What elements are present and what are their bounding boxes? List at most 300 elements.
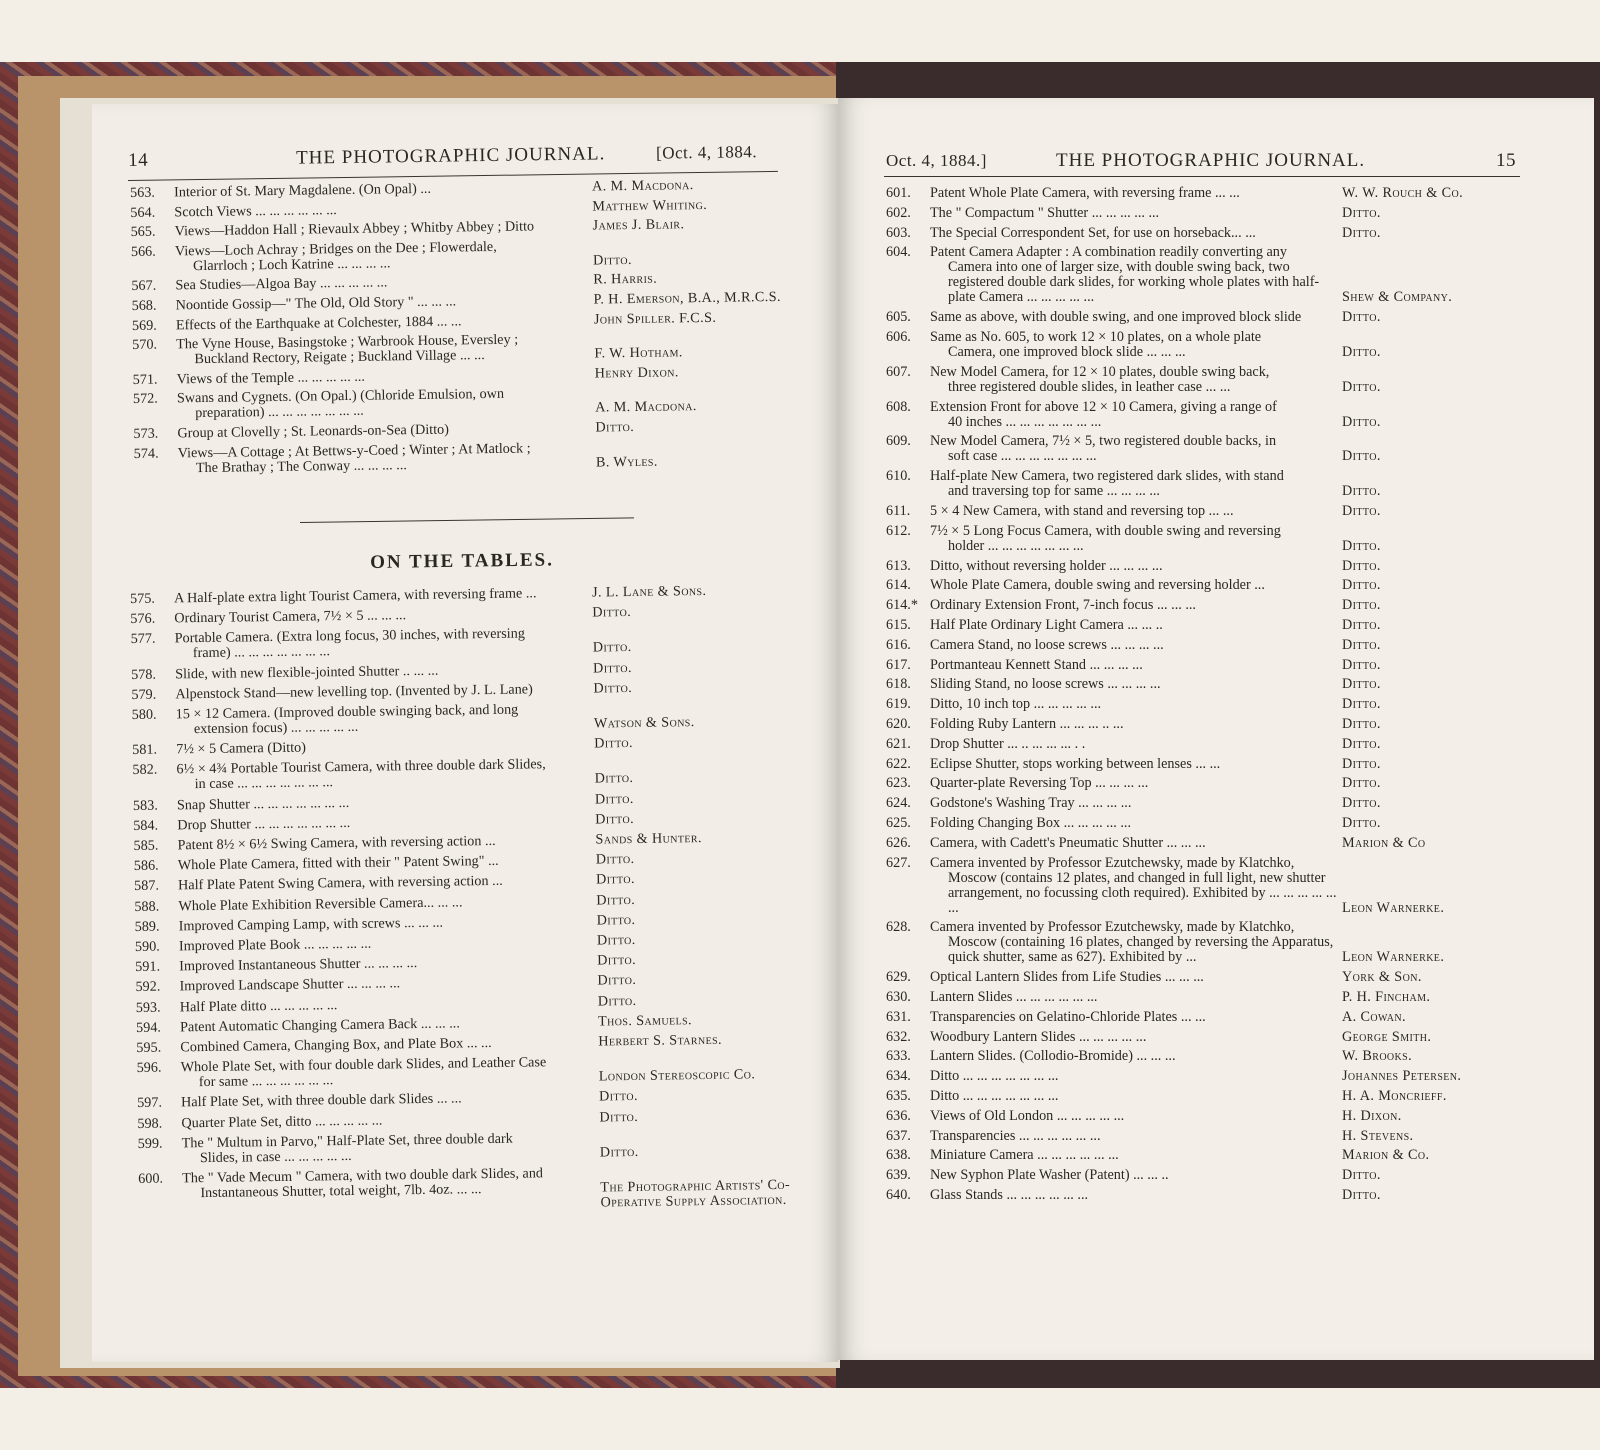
entry-description-text: 15 × 12 Camera. (Improved double swinging back, and long xyxy=(175,701,519,723)
entry-number: 634. xyxy=(886,1068,911,1085)
entry-description-text: Camera Stand, no loose screws ... ... ... ... xyxy=(930,636,1164,653)
entry-description xyxy=(930,1168,1342,1183)
entry-number: 630. xyxy=(886,989,911,1005)
entry-number: 574. xyxy=(133,445,159,462)
entry-description xyxy=(930,717,1342,732)
left-date: [Oct. 4, 1884. xyxy=(655,142,758,163)
entry-exhibitor: Shew & Company. xyxy=(1342,289,1453,306)
entry-number: 569. xyxy=(131,317,157,334)
entry-exhibitor: The Photographic Artists' Co-Operative Supply Association. xyxy=(600,1176,791,1211)
entry-exhibitor: Ditto. xyxy=(593,679,633,697)
entry-exhibitor: Ditto. xyxy=(596,891,636,909)
entry-description-text: Portable Camera. (Extra long focus, 30 inches, with reversing xyxy=(174,625,526,647)
left-page-number: 14 xyxy=(128,149,149,171)
entry-number: 632. xyxy=(886,1028,911,1045)
entry-number: 606. xyxy=(886,329,911,345)
entry-description-text: Camera invented by Professor Ezutchewsky, made by Klatchko, xyxy=(930,854,1295,871)
entry-description-text: Ordinary Tourist Camera, 7½ × 5 ... ... ... xyxy=(174,607,407,627)
entry-number: 633. xyxy=(886,1048,911,1065)
entry-exhibitor: John Spiller. F.C.S. xyxy=(593,309,717,328)
entry-description-continued: in case ... ... ... ... ... ... ... xyxy=(194,774,334,793)
entry-exhibitor: Ditto. xyxy=(1342,378,1381,395)
entry-exhibitor: Ditto. xyxy=(1342,503,1381,519)
entry-exhibitor: Ditto. xyxy=(1342,597,1381,614)
entry-exhibitor: A. M. Macdona. xyxy=(591,177,694,195)
entry-description-text: Alpenstock Stand—new levelling top. (Invented by J. L. Lane) xyxy=(175,681,533,703)
entry-description xyxy=(930,434,1342,464)
entry-exhibitor: Ditto. xyxy=(596,931,636,949)
entry-exhibitor: Ditto. xyxy=(1342,696,1381,713)
entry-description-continued: and traversing top for same ... ... ... ... xyxy=(948,483,1160,500)
entry-description xyxy=(181,1055,601,1091)
entry-exhibitor: Ditto. xyxy=(1342,617,1381,633)
entry-description-text: 7½ × 5 Camera (Ditto) xyxy=(176,739,307,758)
entry-description-text: Improved Camping Lamp, with screws ... ... ... xyxy=(178,914,444,935)
entry-number: 590. xyxy=(134,938,160,955)
entry-description-text: Views—A Cottage ; At Bettws-y-Coed ; Winter ; At Matlock ; xyxy=(177,440,531,461)
entry-exhibitor: Ditto. xyxy=(592,659,632,677)
entry-description-text: Optical Lantern Slides from Life Studies ... ... ... xyxy=(930,969,1204,986)
entry-number: 584. xyxy=(133,817,159,834)
entry-description-continued: extension focus) ... ... ... ... ... xyxy=(193,718,359,738)
entry-number: 614.* xyxy=(886,597,918,614)
entry-description xyxy=(930,796,1342,811)
entry-description-text: Folding Ruby Lantern ... ... ... .. ... xyxy=(930,716,1124,732)
entry-exhibitor: York & Son. xyxy=(1342,969,1422,986)
entry-description-text: Eclipse Shutter, stops working between lenses ... ... xyxy=(930,755,1221,772)
entry-description-text: New Syphon Plate Washer (Patent) ... ... .. xyxy=(930,1167,1169,1184)
entry-exhibitor: Marion & Co. xyxy=(1342,1147,1430,1164)
entry-description-continued: Camera, one improved block slide ... ... ... xyxy=(948,344,1186,360)
entry-description-continued: Glarrloch ; Loch Katrine ... ... ... ... xyxy=(193,255,391,274)
entry-exhibitor: Ditto. xyxy=(1342,676,1381,693)
entry-description-text: Glass Stands ... ... ... ... ... ... xyxy=(930,1187,1089,1203)
entry-exhibitor: Ditto. xyxy=(599,1108,639,1126)
entry-description xyxy=(182,1165,602,1201)
entry-description xyxy=(930,469,1342,499)
entry-description xyxy=(930,658,1342,673)
entry-description xyxy=(930,677,1342,692)
entry-exhibitor: Leon Warnerke. xyxy=(1342,949,1445,966)
entry-exhibitor: Ditto. xyxy=(594,770,634,787)
entry-description-text: 7½ × 5 Long Focus Camera, with double swing and reversing xyxy=(930,522,1281,539)
entry-number: 622. xyxy=(886,755,911,772)
entry-description-text: Transparencies ... ... ... ... ... ... xyxy=(930,1127,1101,1144)
entry-exhibitor: Ditto. xyxy=(1342,557,1381,574)
entry-number: 618. xyxy=(886,676,911,693)
entry-exhibitor: Ditto. xyxy=(1342,224,1381,241)
entry-number: 609. xyxy=(886,433,911,450)
entry-description-text: Same as No. 605, to work 12 × 10 plates, on a whole plate xyxy=(930,329,1262,345)
entry-number: 605. xyxy=(886,309,911,326)
entry-description-text: Sliding Stand, no loose screws ... ... ... ... xyxy=(930,676,1161,693)
entry-description xyxy=(930,920,1342,965)
entry-exhibitor: Matthew Whiting. xyxy=(592,196,708,215)
entry-exhibitor: Ditto. xyxy=(1342,577,1381,594)
entry-description-text: Portmanteau Kennett Stand ... ... ... ... xyxy=(930,656,1143,673)
entry-description-text: Ditto ... ... ... ... ... ... ... xyxy=(930,1088,1059,1104)
entry-description xyxy=(930,990,1342,1005)
entry-description xyxy=(176,332,596,368)
entry-number: 626. xyxy=(886,834,911,851)
entry-exhibitor: Ditto. xyxy=(1342,344,1381,360)
entry-description-text: Scotch Views ... ... ... ... ... ... xyxy=(174,201,337,220)
entry-description xyxy=(930,816,1342,831)
entry-exhibitor: B. Wyles. xyxy=(595,453,658,471)
entry-description-text: Whole Plate Set, with four double dark Slides, and Leather Case xyxy=(180,1054,547,1076)
entry-number: 583. xyxy=(132,797,158,814)
entry-description xyxy=(175,238,595,274)
entry-number: 628. xyxy=(886,919,911,936)
entry-description xyxy=(176,702,596,738)
entry-description-continued: soft case ... ... ... ... ... ... ... xyxy=(948,448,1097,465)
entry-number: 624. xyxy=(886,795,911,812)
entry-exhibitor: Ditto. xyxy=(1342,755,1381,772)
entry-description xyxy=(930,226,1342,241)
entry-number: 582. xyxy=(132,762,158,779)
entry-number: 614. xyxy=(886,577,911,594)
entry-number: 627. xyxy=(886,854,911,871)
entry-number: 595. xyxy=(136,1039,162,1056)
entry-exhibitor: Ditto. xyxy=(597,992,637,1010)
right-running-head xyxy=(886,150,1526,172)
entry-exhibitor: Ditto. xyxy=(1342,537,1381,554)
entry-number: 623. xyxy=(886,775,911,792)
entry-exhibitor: R. Harris. xyxy=(593,271,658,288)
entry-description xyxy=(930,1030,1342,1045)
entry-exhibitor: Watson & Sons. xyxy=(593,714,695,732)
entry-exhibitor: P. H. Fincham. xyxy=(1342,989,1431,1005)
entry-exhibitor: Marion & Co xyxy=(1342,834,1426,851)
entry-number: 600. xyxy=(138,1170,164,1187)
entry-description-text: Camera, with Cadett's Pneumatic Shutter ... ... ... xyxy=(930,834,1206,851)
entry-exhibitor: Ditto. xyxy=(595,810,635,828)
entry-number: 585. xyxy=(133,837,159,854)
entry-exhibitor: A. M. Macdona. xyxy=(595,398,697,416)
entry-description-text: Half Plate ditto ... ... ... ... ... xyxy=(179,996,338,1015)
entry-number: 613. xyxy=(886,557,911,574)
entry-exhibitor: P. H. Emerson, B.A., M.R.C.S. xyxy=(593,288,782,308)
entry-number: 566. xyxy=(130,243,156,260)
entry-description-text: Combined Camera, Changing Box, and Plate Box ... ... xyxy=(180,1034,492,1056)
entry-number: 617. xyxy=(886,656,911,673)
entry-description-text: Ditto ... ... ... ... ... ... ... xyxy=(930,1068,1059,1085)
entry-description xyxy=(930,310,1342,325)
entry-number: 589. xyxy=(134,918,160,935)
entry-description-text: Ditto, without reversing holder ... ... ... ... xyxy=(930,557,1163,574)
entry-number: 577. xyxy=(130,631,156,648)
entry-exhibitor: George Smith. xyxy=(1342,1028,1432,1045)
entry-description-text: Drop Shutter ... ... ... ... ... ... ... xyxy=(177,814,351,834)
entry-exhibitor: Ditto. xyxy=(594,735,634,752)
entry-number: 565. xyxy=(130,223,156,241)
entry-exhibitor: Ditto. xyxy=(1342,1167,1381,1184)
entry-description-continued: frame) ... ... ... ... ... ... ... xyxy=(192,643,331,662)
entry-exhibitor: Ditto. xyxy=(1342,309,1381,326)
entry-description-text: Half Plate Patent Swing Camera, with reversing action ... xyxy=(177,873,503,894)
entry-exhibitor: A. Cowan. xyxy=(1342,1008,1406,1025)
entry-number: 619. xyxy=(886,696,911,713)
entry-description xyxy=(930,504,1342,519)
entry-description xyxy=(930,1188,1342,1203)
entry-number: 625. xyxy=(886,815,911,831)
entry-description-text: 6½ × 4¾ Portable Tourist Camera, with three double dark Slides, xyxy=(176,756,546,778)
entry-exhibitor: Ditto. xyxy=(595,871,635,888)
entry-number: 635. xyxy=(886,1088,911,1104)
entry-description xyxy=(930,618,1342,633)
entry-number: 621. xyxy=(886,735,911,752)
entry-description xyxy=(930,970,1342,985)
entry-number: 638. xyxy=(886,1147,911,1164)
left-running-title: THE PHOTOGRAPHIC JOURNAL. xyxy=(295,143,606,169)
entry-exhibitor: Leon Warnerke. xyxy=(1342,899,1445,916)
entry-number: 599. xyxy=(137,1135,163,1152)
entry-exhibitor: Johannes Petersen. xyxy=(1342,1068,1462,1085)
entry-number: 596. xyxy=(136,1059,162,1077)
entry-number: 639. xyxy=(886,1167,911,1184)
entry-number: 594. xyxy=(135,1019,162,1036)
section-title: ON THE TABLES. xyxy=(370,549,555,573)
entry-description xyxy=(930,1010,1342,1025)
entry-description-text: Lantern Slides. (Collodio-Bromide) ... ... ... xyxy=(930,1048,1176,1065)
entry-description xyxy=(930,1069,1342,1084)
entry-description-text: Half Plate Ordinary Light Camera ... ... .. xyxy=(930,617,1163,633)
entry-number: 597. xyxy=(137,1094,163,1112)
entry-description-text: Quarter Plate Set, ditto ... ... ... ... ... xyxy=(181,1112,383,1131)
entry-description-text: Ordinary Extension Front, 7-inch focus ... ... ... xyxy=(930,597,1196,614)
entry-exhibitor: Ditto. xyxy=(595,851,635,868)
entry-description xyxy=(930,856,1342,916)
entry-description xyxy=(176,757,596,793)
entry-number: 603. xyxy=(886,224,911,241)
entry-description-continued: Slides, in case ... ... ... ... ... xyxy=(199,1147,352,1166)
entry-description-text: Patent Whole Plate Camera, with reversing frame ... ... xyxy=(930,185,1240,201)
entry-description-text: A Half-plate extra light Tourist Camera, with reversing frame ... xyxy=(173,585,537,607)
entry-number: 616. xyxy=(886,636,911,653)
entry-description xyxy=(930,697,1342,712)
entry-description-text: New Model Camera, 7½ × 5, two registered double backs, in xyxy=(930,433,1277,450)
entry-exhibitor: J. L. Lane & Sons. xyxy=(591,582,707,601)
entry-description xyxy=(177,386,597,422)
entry-description-text: Whole Plate Exhibition Reversible Camera... ... ... xyxy=(178,893,463,914)
entry-description-text: Godstone's Washing Tray ... ... ... ... xyxy=(930,795,1132,812)
entry-description-continued: Moscow (contains 12 plates, and changed in full light, new shutter arrangement, no focussing cloth required). Exhibited by ... ... ... ... ... ... xyxy=(948,869,1337,916)
entry-description-continued: Buckland Rectory, Reigate ; Buckland Village ... ... xyxy=(194,347,485,368)
entry-exhibitor: Ditto. xyxy=(1342,636,1381,653)
entry-number: 581. xyxy=(132,741,158,759)
entry-description xyxy=(182,1130,602,1166)
entry-description-text: Swans and Cygnets. (On Opal.) (Chloride Emulsion, own xyxy=(176,386,505,407)
entry-number: 586. xyxy=(133,857,159,875)
entry-description xyxy=(930,1049,1342,1064)
right-date: Oct. 4, 1884.] xyxy=(886,151,987,170)
entry-number: 578. xyxy=(131,666,157,683)
entry-number: 601. xyxy=(886,185,911,201)
entry-number: 570. xyxy=(132,336,158,354)
entry-description-text: Half Plate Set, with three double dark Slides ... ... xyxy=(181,1090,462,1111)
entry-description-continued: holder ... ... ... ... ... ... ... xyxy=(948,537,1084,554)
entry-exhibitor: Ditto. xyxy=(596,911,636,929)
entry-description-continued: The Brathay ; The Conway ... ... ... ... xyxy=(195,456,407,476)
entry-exhibitor: Ditto. xyxy=(597,972,637,989)
entry-description xyxy=(930,400,1342,430)
entry-description-text: The " Compactum " Shutter ... ... ... ... ... xyxy=(930,204,1160,221)
entry-number: 629. xyxy=(886,969,911,986)
entry-exhibitor: Herbert S. Starnes. xyxy=(598,1031,723,1050)
entry-description xyxy=(930,638,1342,653)
entry-description-text: Sea Studies—Algoa Bay ... ... ... ... ... xyxy=(175,274,388,294)
entry-description-continued: three registered double slides, in leather case ... ... xyxy=(948,378,1231,395)
entry-number: 564. xyxy=(130,204,156,221)
entry-description-text: 5 × 4 New Camera, with stand and reversing top ... ... xyxy=(930,503,1234,519)
entry-description xyxy=(930,1109,1342,1124)
entry-number: 568. xyxy=(131,297,157,314)
entry-description-text: New Model Camera, for 12 × 10 plates, double swing back, xyxy=(930,363,1270,380)
entry-number: 593. xyxy=(135,999,161,1016)
entry-number: 598. xyxy=(137,1115,163,1132)
entry-description xyxy=(930,186,1342,201)
entry-number: 611. xyxy=(886,503,911,519)
entry-exhibitor: Ditto. xyxy=(1342,795,1381,812)
entry-number: 610. xyxy=(886,468,911,485)
entry-exhibitor: Ditto. xyxy=(1342,656,1381,673)
entry-exhibitor: Ditto. xyxy=(592,639,632,656)
entry-description xyxy=(930,559,1342,574)
entry-exhibitor: James J. Blair. xyxy=(592,216,685,234)
entry-description xyxy=(930,330,1342,360)
entry-description xyxy=(930,578,1342,593)
entry-description-text: The " Multum in Parvo," Half-Plate Set, three double dark xyxy=(181,1130,513,1152)
entry-number: 636. xyxy=(886,1107,911,1124)
entry-description-text: Whole Plate Camera, double swing and reversing holder ... xyxy=(930,577,1265,594)
entry-description-text: Patent Automatic Changing Camera Back ... ... ... xyxy=(179,1015,460,1036)
entry-description-text: Patent 8½ × 6½ Swing Camera, with reversing action ... xyxy=(177,832,496,854)
entry-number: 604. xyxy=(886,244,911,261)
entry-exhibitor: Thos. Samuels. xyxy=(597,1011,693,1030)
entry-description-text: Improved Instantaneous Shutter ... ... ... ... xyxy=(179,955,418,975)
entry-exhibitor: Ditto. xyxy=(1342,815,1381,831)
entry-description-text: Transparencies on Gelatino-Chloride Plates ... ... xyxy=(930,1008,1206,1025)
entry-description-text: Lantern Slides ... ... ... ... ... ... xyxy=(930,989,1098,1005)
entry-description xyxy=(930,1089,1342,1104)
entry-exhibitor: Ditto. xyxy=(595,418,635,436)
entry-description-text: Camera invented by Professor Ezutchewsky, made by Klatchko, xyxy=(930,919,1295,936)
entry-description xyxy=(930,836,1342,851)
entry-description-text: The " Vade Mecum " Camera, with two double dark Slides, and xyxy=(182,1165,544,1187)
entry-description-text: Extension Front for above 12 × 10 Camera, giving a range of xyxy=(930,398,1277,415)
entry-exhibitor: H. A. Moncrieff. xyxy=(1342,1088,1447,1104)
entry-description-text: Whole Plate Camera, fitted with their " Patent Swing" ... xyxy=(177,853,499,874)
entry-description-text: Drop Shutter ... .. ... ... ... . . xyxy=(930,735,1086,752)
entry-description-text: Group at Clovelly ; St. Leonards-on-Sea (Ditto) xyxy=(177,421,450,442)
entry-exhibitor: Sands & Hunter. xyxy=(595,830,702,848)
entry-description xyxy=(930,598,1342,613)
entry-exhibitor: Ditto. xyxy=(1342,448,1381,465)
entry-description xyxy=(930,1148,1342,1163)
entry-description-text: Interior of St. Mary Magdalene. (On Opal) ... xyxy=(173,180,432,201)
entry-exhibitor: Ditto. xyxy=(594,790,634,808)
entry-description-text: Slide, with new flexible-jointed Shutter .. ... ... xyxy=(175,662,439,682)
entry-exhibitor: H. Stevens. xyxy=(1342,1127,1414,1144)
entry-number: 579. xyxy=(131,686,157,703)
right-running-title: THE PHOTOGRAPHIC JOURNAL. xyxy=(1056,150,1366,171)
entry-exhibitor: Ditto. xyxy=(599,1143,639,1161)
entry-description xyxy=(930,524,1342,554)
entry-exhibitor: Ditto. xyxy=(592,604,632,621)
entry-description xyxy=(930,1129,1342,1144)
right-page-number: 15 xyxy=(1496,150,1516,171)
entry-description xyxy=(930,757,1342,772)
entry-description xyxy=(930,206,1342,221)
entry-number: 640. xyxy=(886,1187,911,1203)
entry-number: 567. xyxy=(131,278,157,295)
entry-description-continued: preparation) ... ... ... ... ... ... ... xyxy=(195,403,364,422)
entry-description-text: The Vyne House, Basingstoke ; Warbrook House, Eversley ; xyxy=(176,331,519,353)
entry-description-text: Ditto, 10 inch top ... ... ... ... ... xyxy=(930,696,1102,713)
entry-description-text: Same as above, with double swing, and one improved block slide xyxy=(930,309,1302,326)
entry-exhibitor: Ditto. xyxy=(1342,716,1381,732)
entry-exhibitor: Henry Dixon. xyxy=(594,364,679,382)
entry-exhibitor: Ditto. xyxy=(597,952,637,969)
entry-description-text: Views—Loch Achray ; Bridges on the Dee ; Flowerdale, xyxy=(174,238,497,260)
entry-number: 575. xyxy=(129,590,156,607)
entry-number: 637. xyxy=(886,1127,911,1144)
entry-description-text: Views of the Temple ... ... ... ... ... xyxy=(176,368,366,388)
entry-description-text: Improved Landscape Shutter ... ... ... ... xyxy=(179,975,401,995)
entry-number: 572. xyxy=(132,391,158,408)
entry-description-text: Quarter-plate Reversing Top ... ... ... ... xyxy=(930,775,1149,792)
entry-number: 602. xyxy=(886,204,911,221)
entry-description-text: Folding Changing Box ... ... ... ... ... xyxy=(930,815,1132,831)
right-header-rule xyxy=(884,176,1520,177)
entry-number: 592. xyxy=(135,979,161,996)
entry-exhibitor: Ditto. xyxy=(592,251,632,269)
entry-description xyxy=(175,626,595,662)
entry-number: 573. xyxy=(133,425,159,442)
entry-number: 588. xyxy=(134,898,160,915)
entry-exhibitor: H. Dixon. xyxy=(1342,1107,1402,1124)
entry-exhibitor: London Stereoscopic Co. xyxy=(598,1066,756,1085)
entry-description-continued: Instantaneous Shutter, total weight, 7lb. 4oz. ... ... xyxy=(200,1181,482,1202)
entry-description-text: Views of Old London ... ... ... ... ... xyxy=(930,1107,1125,1124)
entry-number: 576. xyxy=(130,610,156,628)
entry-number: 612. xyxy=(886,522,911,539)
entry-description xyxy=(930,737,1342,752)
entry-exhibitor: Ditto. xyxy=(1342,483,1381,500)
entry-description-continued: for same ... ... ... ... ... ... xyxy=(198,1072,334,1091)
entry-description-text: The Special Correspondent Set, for use on horseback... ... xyxy=(930,224,1256,241)
entry-description-continued: 40 inches ... ... ... ... ... ... ... xyxy=(948,413,1102,430)
entry-number: 608. xyxy=(886,398,911,415)
entry-description xyxy=(930,776,1342,791)
entry-number: 607. xyxy=(886,363,911,380)
entry-number: 587. xyxy=(133,878,160,895)
entry-description-text: Improved Plate Book ... ... ... ... ... xyxy=(178,935,372,955)
entry-description-text: Views—Haddon Hall ; Rievaulx Abbey ; Whitby Abbey ; Ditto xyxy=(174,218,535,240)
entry-number: 631. xyxy=(886,1008,911,1025)
entry-description-text: Noontide Gossip—" The Old, Old Story " ... ... ... xyxy=(175,293,457,314)
entry-description-text: Half-plate New Camera, two registered dark slides, with stand xyxy=(930,468,1284,485)
entry-description xyxy=(178,440,598,476)
entry-number: 563. xyxy=(129,184,156,201)
entry-description xyxy=(930,365,1342,395)
entry-exhibitor: W. Brooks. xyxy=(1342,1048,1413,1065)
entry-exhibitor: W. W. Rouch & Co. xyxy=(1342,185,1464,201)
entry-description-continued: Camera into one of larger size, with double swing back, two registered double dark slides, for working whole plates with half-plate Camera ... ... ... ... ... xyxy=(948,259,1320,306)
entry-number: 615. xyxy=(886,617,911,633)
entry-exhibitor: Ditto. xyxy=(1342,413,1381,430)
entry-number: 580. xyxy=(131,706,157,723)
